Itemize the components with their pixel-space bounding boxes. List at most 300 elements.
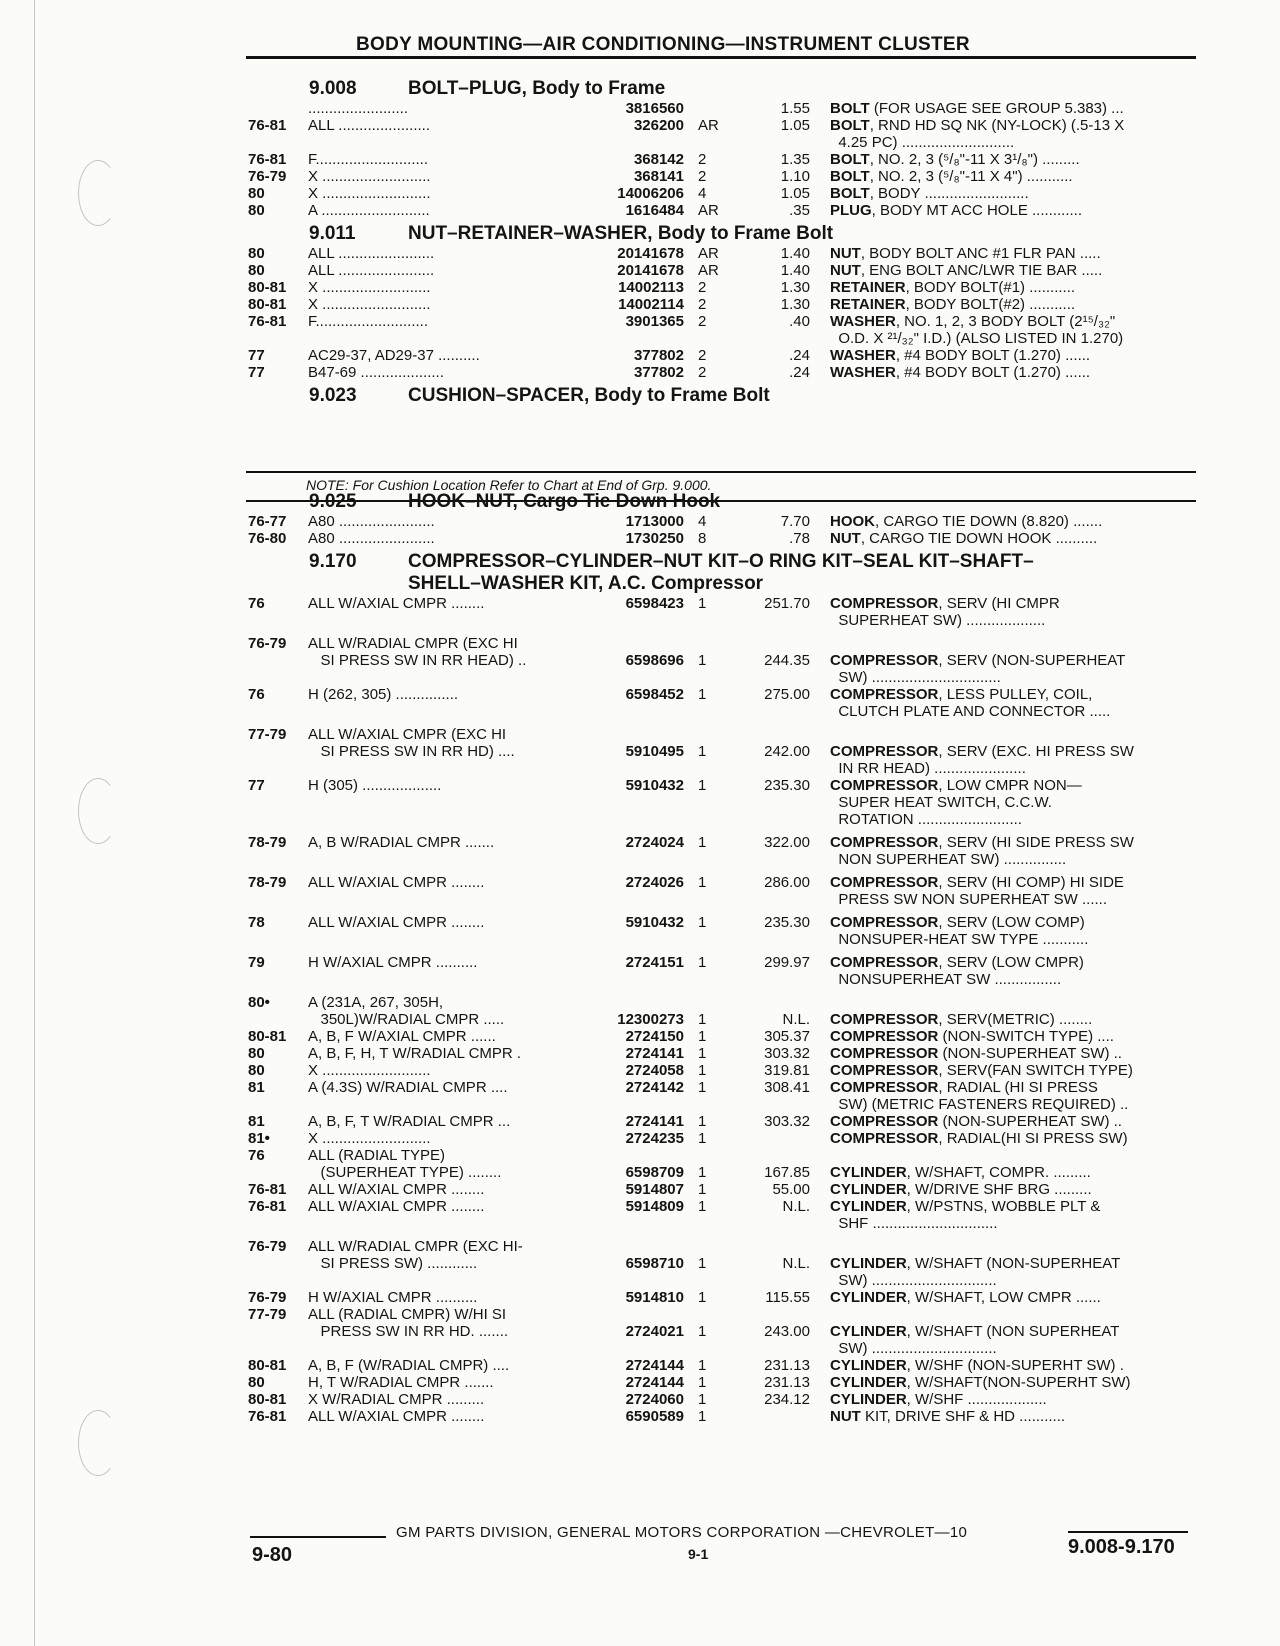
description-line: COMPRESSOR, RADIAL(HI SI PRESS SW) (830, 1130, 1128, 1147)
price: 1.55 (780, 100, 810, 117)
part-row (248, 364, 1196, 381)
price: 231.13 (764, 1374, 810, 1391)
part-row (248, 1028, 1196, 1045)
description (810, 1164, 1196, 1181)
usage: A80 ....................... (308, 513, 435, 530)
usage: ALL (RADIAL TYPE) (308, 1147, 445, 1164)
quantity: 2 (698, 296, 707, 313)
part-row (248, 1113, 1196, 1130)
usage: A, B, F W/AXIAL CMPR ...... (308, 1028, 496, 1045)
quantity: 1 (698, 1391, 707, 1408)
part-row (248, 202, 1196, 219)
description-line: COMPRESSOR (NON-SUPERHEAT SW) .. (830, 1045, 1122, 1062)
description (810, 1079, 1196, 1113)
description-line: CYLINDER, W/PSTNS, WOBBLE PLT & (830, 1198, 1101, 1215)
quantity: 1 (698, 652, 707, 669)
part-number: 326200 (633, 117, 684, 134)
part-row (248, 686, 1196, 720)
usage: ALL W/AXIAL CMPR ........ (308, 1181, 485, 1198)
usage: H W/AXIAL CMPR .......... (308, 954, 478, 971)
section-number: 9.170 (309, 551, 357, 572)
description (810, 151, 1196, 168)
description (810, 185, 1196, 202)
description (810, 652, 1196, 686)
usage: ALL ....................... (308, 245, 435, 262)
part-number: 2724021 (625, 1323, 684, 1340)
description-line: NUT, BODY BOLT ANC #1 FLR PAN ..... (830, 245, 1101, 262)
description-line: BOLT, NO. 2, 3 (⁵/₈"-11 X 3¹/₈") ......... (830, 151, 1080, 168)
usage: ALL W/AXIAL CMPR ........ (308, 914, 485, 931)
section-header (248, 551, 1196, 595)
footer-rule-right (1068, 1531, 1188, 1533)
section-title (408, 491, 1196, 513)
quantity: 1 (698, 686, 707, 703)
description (810, 874, 1196, 908)
part-number: 2724142 (625, 1079, 684, 1096)
model-year: 80 (248, 1374, 265, 1391)
usage: ALL ....................... (308, 262, 435, 279)
description-line: WASHER, NO. 1, 2, 3 BODY BOLT (2¹⁵/₃₂" (830, 313, 1116, 330)
description (810, 117, 1196, 151)
section-header (248, 385, 1196, 407)
price: 1.40 (780, 262, 810, 279)
usage: A .......................... (308, 202, 430, 219)
description (810, 245, 1196, 262)
part-number: 2724058 (625, 1062, 684, 1079)
description (810, 1408, 1196, 1425)
description (810, 1255, 1196, 1289)
section-title (408, 551, 1196, 595)
usage: A80 ....................... (308, 530, 435, 547)
description-line: BOLT, BODY ......................... (830, 185, 1029, 202)
description (810, 1028, 1196, 1045)
description (810, 530, 1196, 547)
price: 115.55 (765, 1289, 810, 1306)
model-year: 78-79 (248, 874, 287, 891)
usage: ALL ...................... (308, 117, 430, 134)
price: .78 (789, 530, 810, 547)
model-year: 81 (248, 1079, 265, 1096)
part-row (248, 347, 1196, 364)
part-number: 377802 (633, 364, 684, 381)
price: 303.32 (764, 1113, 810, 1130)
model-year: 78 (248, 914, 265, 931)
quantity: 1 (698, 1289, 707, 1306)
usage: 350L)W/RADIAL CMPR ..... (308, 1011, 505, 1028)
quantity: 2 (698, 168, 707, 185)
model-year: 76-81 (248, 117, 287, 134)
model-year: 76-81 (248, 313, 287, 330)
description-line: COMPRESSOR (NON-SUPERHEAT SW) .. (830, 1113, 1122, 1130)
usage: ALL W/AXIAL CMPR ........ (308, 1198, 485, 1215)
part-number: 6598710 (625, 1255, 684, 1272)
price: 1.30 (780, 279, 810, 296)
part-number: 5914807 (625, 1181, 684, 1198)
description (810, 364, 1196, 381)
part-number: 14002114 (618, 296, 684, 313)
part-number: 5910495 (625, 743, 684, 760)
description (810, 1357, 1196, 1374)
price: 1.05 (780, 185, 810, 202)
usage: H W/AXIAL CMPR .......... (308, 1289, 478, 1306)
section-header (248, 223, 1196, 245)
price: N.L. (782, 1255, 810, 1272)
description (810, 743, 1196, 777)
description (810, 313, 1196, 347)
quantity: 1 (698, 1357, 707, 1374)
section-header (248, 78, 1196, 100)
footer-group-range: 9.008-9.170 (1068, 1536, 1175, 1558)
part-row (248, 1164, 1196, 1181)
quantity: 1 (698, 874, 707, 891)
usage: (SUPERHEAT TYPE) ........ (308, 1164, 502, 1181)
part-number: 5910432 (625, 777, 684, 794)
price: 235.30 (764, 777, 810, 794)
model-year: 76 (248, 1147, 265, 1164)
price: 7.70 (780, 513, 810, 530)
model-year: 76-81 (248, 1181, 287, 1198)
part-row (248, 313, 1196, 347)
quantity: AR (698, 262, 719, 279)
part-row (248, 1374, 1196, 1391)
part-number: 377802 (633, 347, 684, 364)
quantity: 1 (698, 1323, 707, 1340)
description-line: NONSUPERHEAT SW ................ (830, 971, 1062, 988)
part-row (248, 777, 1196, 828)
usage: A (231A, 267, 305H, (308, 994, 444, 1011)
price: 1.30 (780, 296, 810, 313)
description-line: RETAINER, BODY BOLT(#2) ........... (830, 296, 1076, 313)
section-title (408, 78, 1196, 100)
quantity: 1 (698, 1113, 707, 1130)
part-number: 2724235 (625, 1130, 684, 1147)
description-line: NON SUPERHEAT SW) ............... (830, 851, 1067, 868)
description-line: 4.25 PC) ........................... (830, 134, 1015, 151)
model-year: 80-81 (248, 1357, 287, 1374)
usage: X .......................... (308, 279, 431, 296)
part-row (248, 652, 1196, 686)
description (810, 595, 1196, 629)
description-line: PRESS SW NON SUPERHEAT SW ...... (830, 891, 1107, 908)
part-number: 1713000 (625, 513, 684, 530)
part-row (248, 1391, 1196, 1408)
description (810, 347, 1196, 364)
section-title-text: BOLT–PLUG, Body to Frame (408, 78, 666, 99)
part-row (248, 279, 1196, 296)
part-number: 6598696 (625, 652, 684, 669)
description (810, 1289, 1196, 1306)
model-year: 80-81 (248, 279, 287, 296)
part-row (248, 1323, 1196, 1357)
quantity: 2 (698, 151, 707, 168)
usage: X .......................... (308, 1130, 431, 1147)
description-line: CLUTCH PLATE AND CONNECTOR ..... (830, 703, 1111, 720)
section-title-text: HOOK–NUT, Cargo Tie Down Hook (408, 491, 721, 512)
description (810, 513, 1196, 530)
description (810, 1062, 1196, 1079)
part-row (248, 994, 1196, 1011)
description-line: CYLINDER, W/SHF ................... (830, 1391, 1047, 1408)
part-number: 1616484 (625, 202, 684, 219)
description (810, 1130, 1196, 1147)
price: 55.00 (772, 1181, 810, 1198)
description (810, 954, 1196, 988)
punch-hole (78, 778, 118, 844)
part-row (248, 743, 1196, 777)
quantity: 4 (698, 185, 707, 202)
price: .40 (789, 313, 810, 330)
part-number: 5910432 (625, 914, 684, 931)
part-row (248, 1045, 1196, 1062)
quantity: 1 (698, 1198, 707, 1215)
model-year: 80 (248, 1062, 265, 1079)
part-row (248, 1255, 1196, 1289)
price: 286.00 (764, 874, 810, 891)
description-line: CYLINDER, W/SHAFT (NON SUPERHEAT (830, 1323, 1120, 1340)
quantity: 1 (698, 1181, 707, 1198)
section-title (408, 385, 1196, 407)
description (810, 279, 1196, 296)
quantity: 1 (698, 1045, 707, 1062)
part-row (248, 595, 1196, 629)
model-year: 76-79 (248, 168, 287, 185)
model-year: 76-79 (248, 635, 287, 652)
description-line: SW) .............................. (830, 1272, 997, 1289)
usage: H (305) ................... (308, 777, 442, 794)
description-line: COMPRESSOR, SERV (LOW COMP) (830, 914, 1085, 931)
punch-hole (78, 160, 118, 226)
quantity: 1 (698, 1374, 707, 1391)
description (810, 1181, 1196, 1198)
description-line: O.D. X ²¹/₃₂" I.D.) (ALSO LISTED IN 1.270) (830, 330, 1124, 347)
price: 319.81 (764, 1062, 810, 1079)
description (810, 834, 1196, 868)
quantity: 1 (698, 834, 707, 851)
note-text: NOTE: For Cushion Location Refer to Chart at End of Grp. 9.000. (306, 477, 712, 493)
part-number: 5914810 (625, 1289, 684, 1306)
usage: A, B, F (W/RADIAL CMPR) .... (308, 1357, 510, 1374)
description-line: SHF .............................. (830, 1215, 998, 1232)
price: .35 (789, 202, 810, 219)
model-year: 76 (248, 595, 265, 612)
part-number: 2724144 (625, 1357, 684, 1374)
description-line: CYLINDER, W/SHAFT (NON-SUPERHEAT (830, 1255, 1121, 1272)
part-number: 2724141 (625, 1113, 684, 1130)
part-number: 14002113 (618, 279, 684, 296)
part-row (248, 262, 1196, 279)
price: 1.40 (780, 245, 810, 262)
model-year: 77 (248, 347, 265, 364)
part-number: 6590589 (625, 1408, 684, 1425)
quantity: 1 (698, 1164, 707, 1181)
usage: F........................... (308, 313, 429, 330)
description-line: RETAINER, BODY BOLT(#1) ........... (830, 279, 1076, 296)
part-number: 368141 (633, 168, 684, 185)
part-row (248, 1130, 1196, 1147)
description (810, 686, 1196, 720)
model-year: 81• (248, 1130, 270, 1147)
part-number: 5914809 (625, 1198, 684, 1215)
price: 303.32 (764, 1045, 810, 1062)
description-line: ROTATION ......................... (830, 811, 1022, 828)
section-number: 9.008 (309, 78, 357, 99)
margin-line (34, 0, 35, 1646)
section-title-text: CUSHION–SPACER, Body to Frame Bolt (408, 385, 770, 406)
part-number: 2724026 (625, 874, 684, 891)
part-number: 12300273 (617, 1011, 684, 1028)
quantity: 2 (698, 347, 707, 364)
usage: ALL W/AXIAL CMPR ........ (308, 1408, 485, 1425)
price: 251.70 (764, 595, 810, 612)
part-row (248, 1062, 1196, 1079)
usage: ALL W/RADIAL CMPR (EXC HI (308, 635, 518, 652)
usage: ALL W/AXIAL CMPR ........ (308, 595, 485, 612)
description (810, 296, 1196, 313)
part-row (248, 513, 1196, 530)
model-year: 80-81 (248, 1028, 287, 1045)
model-year: 80• (248, 994, 270, 1011)
price: .24 (789, 364, 810, 381)
model-year: 80 (248, 202, 265, 219)
description-line: COMPRESSOR, SERV (HI SIDE PRESS SW (830, 834, 1134, 851)
section-title-text: NUT–RETAINER–WASHER, Body to Frame Bolt (408, 223, 834, 244)
model-year: 77 (248, 364, 265, 381)
description-line: NONSUPER-HEAT SW TYPE ........... (830, 931, 1089, 948)
description-line: COMPRESSOR, SERV (LOW CMPR) (830, 954, 1084, 971)
description-line: CYLINDER, W/SHF (NON-SUPERHT SW) . (830, 1357, 1124, 1374)
description-line: NUT, ENG BOLT ANC/LWR TIE BAR ..... (830, 262, 1103, 279)
part-row (248, 245, 1196, 262)
section-header (248, 491, 1196, 513)
price: 231.13 (764, 1357, 810, 1374)
description-line: PLUG, BODY MT ACC HOLE ............ (830, 202, 1083, 219)
price: 322.00 (764, 834, 810, 851)
usage: SI PRESS SW) ............ (308, 1255, 478, 1272)
price: N.L. (782, 1198, 810, 1215)
section-number: 9.011 (309, 223, 356, 244)
usage: H (262, 305) ............... (308, 686, 459, 703)
price: 275.00 (764, 686, 810, 703)
description-line: HOOK, CARGO TIE DOWN (8.820) ....... (830, 513, 1103, 530)
part-row (248, 168, 1196, 185)
section-number: 9.025 (309, 491, 357, 512)
part-row (248, 914, 1196, 948)
description (810, 168, 1196, 185)
price: N.L. (782, 1011, 810, 1028)
description-line: CYLINDER, W/SHAFT, COMPR. ......... (830, 1164, 1091, 1181)
description-line: COMPRESSOR, SERV(METRIC) ........ (830, 1011, 1093, 1028)
description (810, 1374, 1196, 1391)
part-row (248, 954, 1196, 988)
footer-date-code: 9-80 (252, 1544, 293, 1566)
usage: A (4.3S) W/RADIAL CMPR .... (308, 1079, 508, 1096)
price: 243.00 (764, 1323, 810, 1340)
description-line: COMPRESSOR, SERV (HI CMPR (830, 595, 1060, 612)
description-line: BOLT (FOR USAGE SEE GROUP 5.383) ... (830, 100, 1124, 117)
usage: ALL (RADIAL CMPR) W/HI SI (308, 1306, 507, 1323)
model-year: 80-81 (248, 296, 287, 313)
part-number: 2724024 (625, 834, 684, 851)
description-line: COMPRESSOR, SERV (EXC. HI PRESS SW (830, 743, 1134, 760)
part-row (248, 1181, 1196, 1198)
model-year: 76-81 (248, 1408, 287, 1425)
usage: A, B, F, H, T W/RADIAL CMPR . (308, 1045, 522, 1062)
description-line: CYLINDER, W/SHAFT(NON-SUPERHT SW) (830, 1374, 1131, 1391)
part-number: 2724060 (625, 1391, 684, 1408)
part-row (248, 1238, 1196, 1255)
price: 167.85 (764, 1164, 810, 1181)
description (810, 777, 1196, 828)
parts-listing (248, 74, 1196, 1425)
usage: X W/RADIAL CMPR ......... (308, 1391, 485, 1408)
part-row (248, 530, 1196, 547)
part-number: 6598452 (625, 686, 684, 703)
part-row (248, 117, 1196, 151)
section-number: 9.023 (309, 385, 357, 406)
model-year: 79 (248, 954, 265, 971)
part-row (248, 1198, 1196, 1232)
description-line: COMPRESSOR, SERV(FAN SWITCH TYPE) (830, 1062, 1133, 1079)
quantity: 1 (698, 954, 707, 971)
model-year: 76-79 (248, 1289, 287, 1306)
part-number: 6598423 (625, 595, 684, 612)
price: 1.35 (780, 151, 810, 168)
price: 305.37 (764, 1028, 810, 1045)
part-row (248, 1011, 1196, 1028)
price: 234.12 (764, 1391, 810, 1408)
model-year: 80 (248, 1045, 265, 1062)
part-row (248, 1147, 1196, 1164)
part-number: 3816560 (625, 100, 684, 117)
usage: H, T W/RADIAL CMPR ....... (308, 1374, 494, 1391)
part-row (248, 874, 1196, 908)
part-number: 2724151 (625, 954, 684, 971)
price: 1.05 (780, 117, 810, 134)
description-line: COMPRESSOR (NON-SWITCH TYPE) .... (830, 1028, 1114, 1045)
quantity: 8 (698, 530, 707, 547)
model-year: 76-79 (248, 1238, 287, 1255)
section-title (408, 223, 1196, 245)
description (810, 262, 1196, 279)
description-line: COMPRESSOR, SERV (NON-SUPERHEAT (830, 652, 1126, 669)
quantity: 1 (698, 777, 707, 794)
part-row (248, 834, 1196, 868)
usage: F........................... (308, 151, 429, 168)
quantity: AR (698, 202, 719, 219)
description-line: WASHER, #4 BODY BOLT (1.270) ...... (830, 347, 1091, 364)
usage: ........................ (308, 100, 409, 117)
footer-publisher: GM PARTS DIVISION, GENERAL MOTORS CORPORATION —CHEVROLET—10 (396, 1524, 968, 1541)
model-year: 76-81 (248, 151, 287, 168)
description (810, 1113, 1196, 1130)
quantity: 1 (698, 1062, 707, 1079)
model-year: 80 (248, 262, 265, 279)
description (810, 100, 1196, 117)
part-row (248, 726, 1196, 743)
description-line: BOLT, NO. 2, 3 (⁵/₈"-11 X 4") ........... (830, 168, 1073, 185)
price: 308.41 (764, 1079, 810, 1096)
description-line: NUT, CARGO TIE DOWN HOOK .......... (830, 530, 1098, 547)
part-number: 2724141 (625, 1045, 684, 1062)
price: 242.00 (764, 743, 810, 760)
usage: X .......................... (308, 185, 431, 202)
price: 299.97 (764, 954, 810, 971)
model-year: 76 (248, 686, 265, 703)
usage: X .......................... (308, 296, 431, 313)
model-year: 78-79 (248, 834, 287, 851)
description (810, 1391, 1196, 1408)
section-title-text: COMPRESSOR–CYLINDER–NUT KIT–O RING KIT–SEAL KIT–SHAFT– (408, 551, 1034, 572)
